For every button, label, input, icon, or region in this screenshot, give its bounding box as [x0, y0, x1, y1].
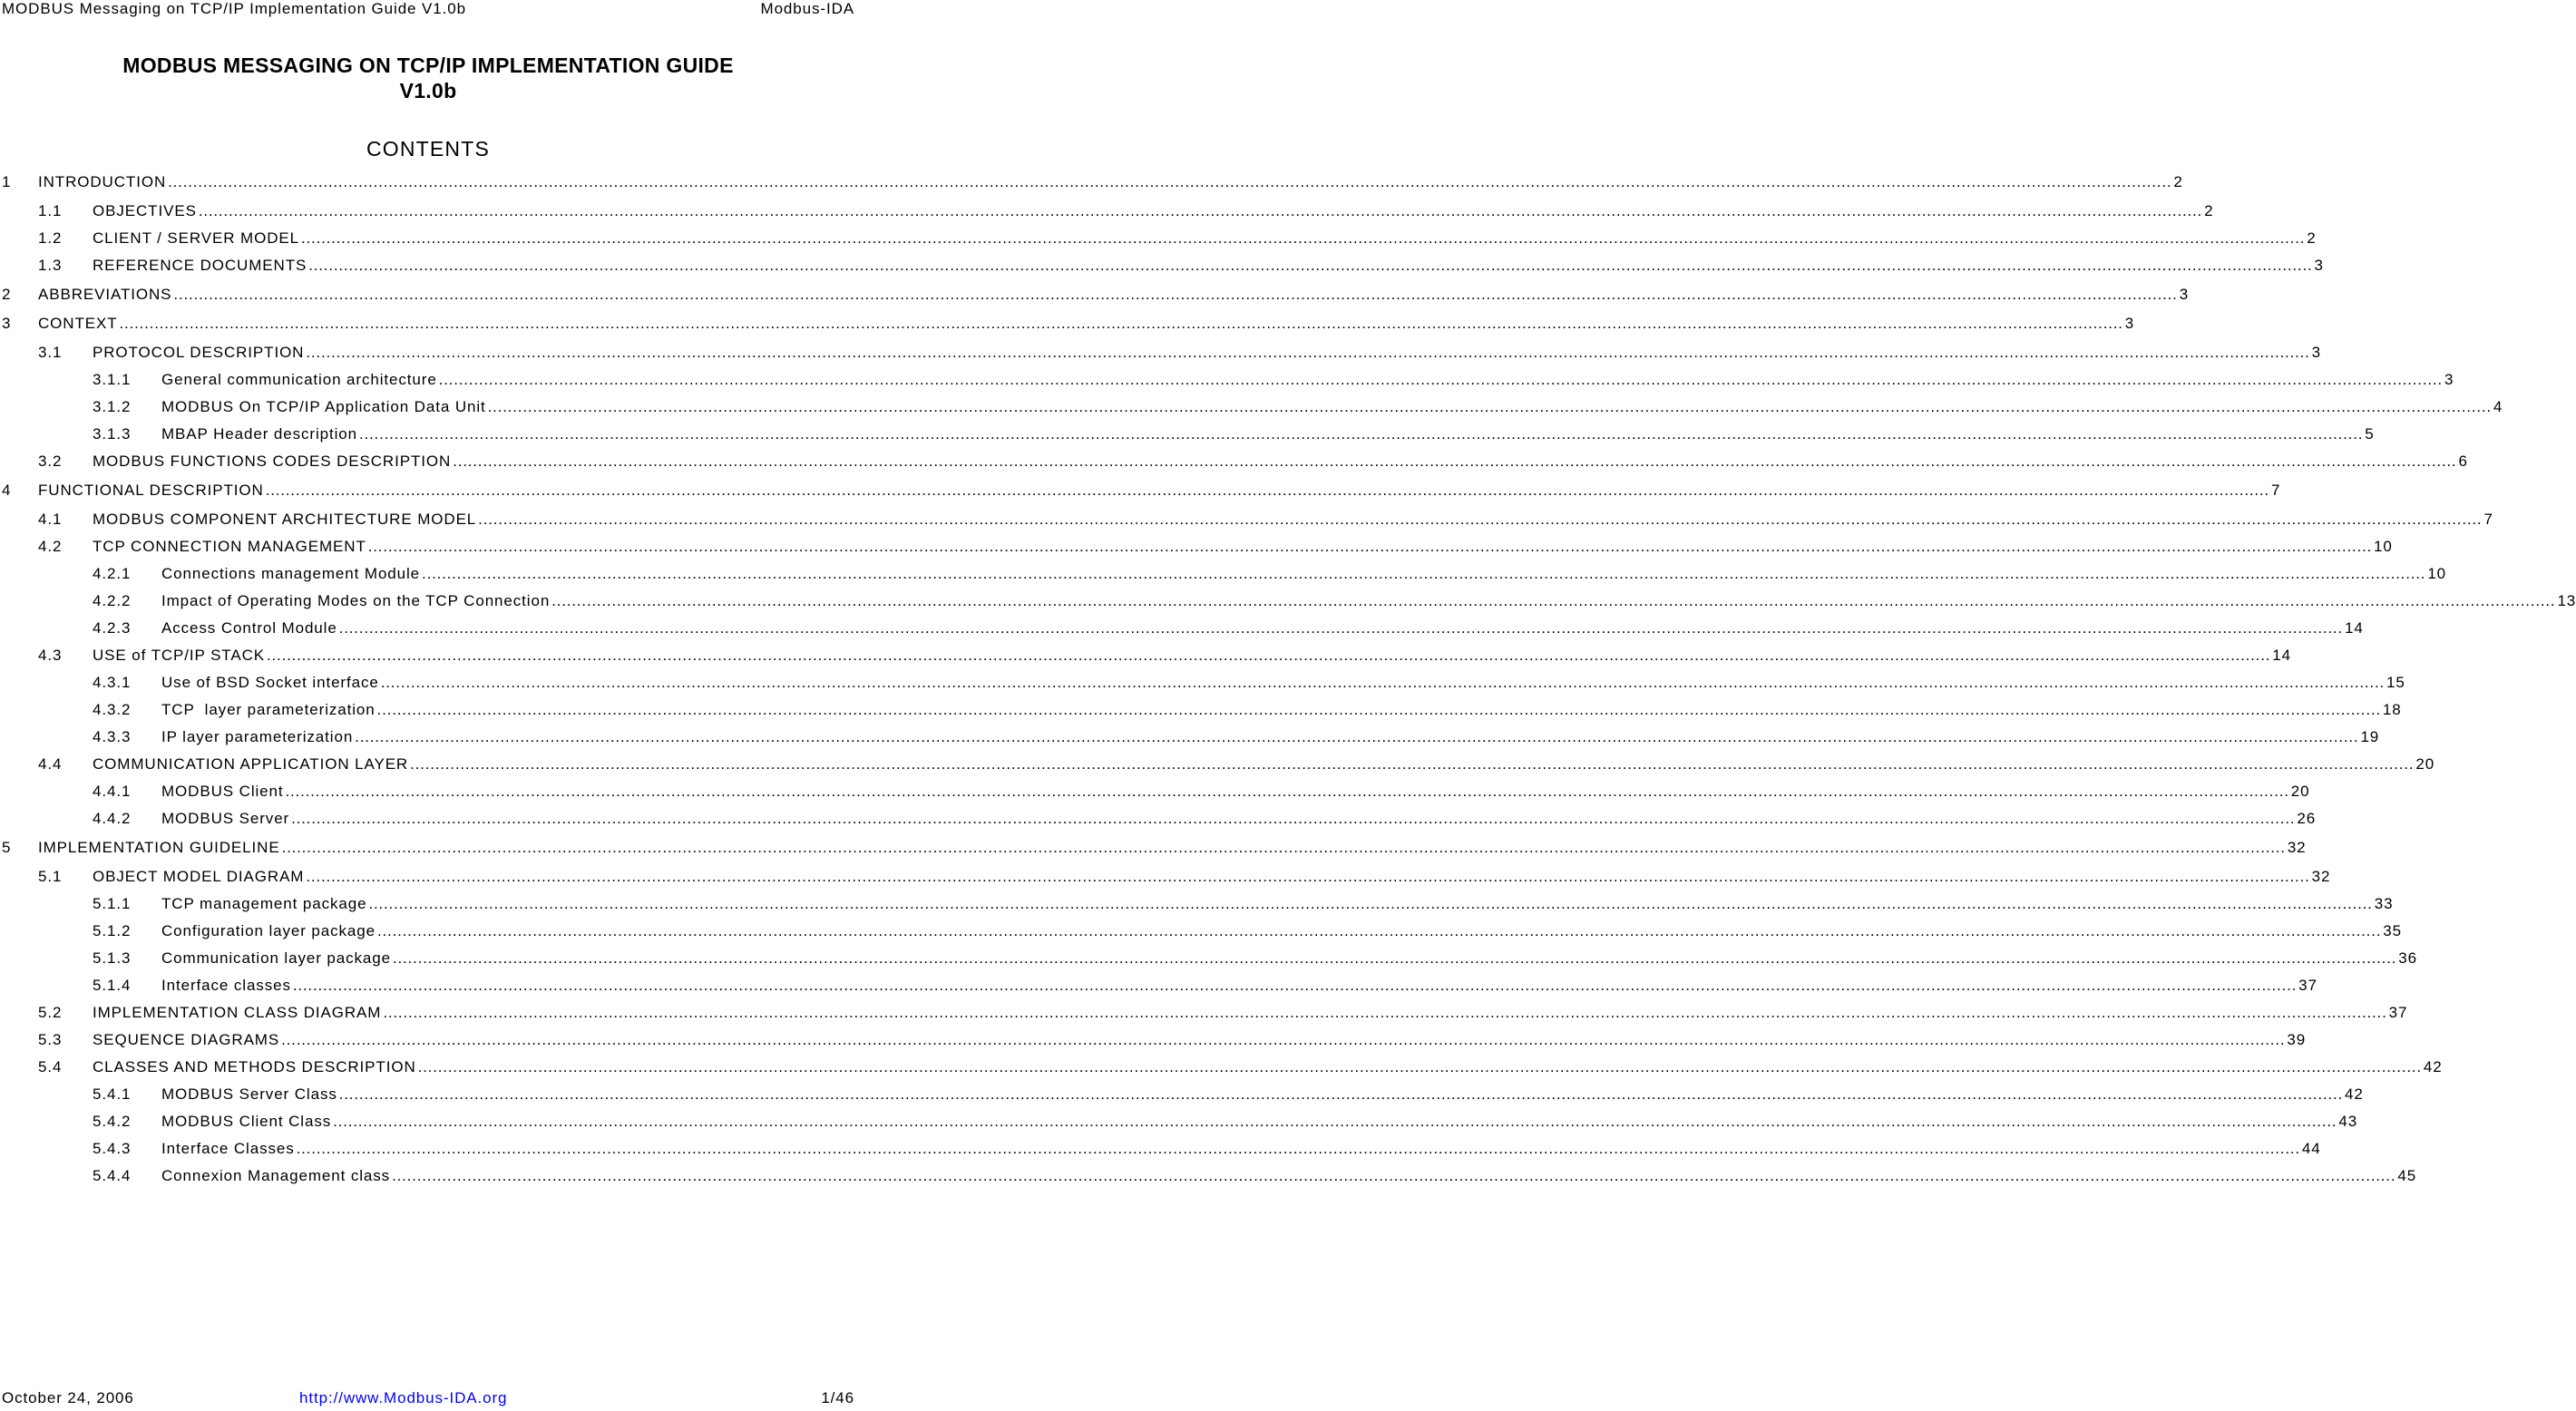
toc-entry-title: CONTEXT	[38, 313, 118, 335]
toc-dot-leader: ................................................................................................................................................................................................................................................................................................................................................................................................................	[306, 868, 2310, 885]
toc-entry-number: 4	[2, 482, 12, 499]
toc-entry-5-2[interactable]	[0, 1002, 2408, 1024]
toc-entry-number: 1.2	[38, 229, 63, 247]
toc-dot-leader: ................................................................................................................................................................................................................................................................................................................................................................................................................	[198, 202, 2203, 219]
toc-entry-4-1[interactable]	[0, 509, 2493, 530]
toc-entry-page: 37	[2298, 977, 2317, 994]
toc-entry-5-4-1[interactable]	[0, 1084, 2364, 1105]
toc-dot-leader: ................................................................................................................................................................................................................................................................................................................................................................................................................	[173, 286, 2178, 303]
toc-entry-page: 14	[2272, 647, 2291, 664]
toc-entry-title: IMPLEMENTATION GUIDELINE	[38, 837, 280, 859]
toc-entry-line	[161, 1165, 2417, 1187]
toc-entry-title: MODBUS Server	[161, 808, 289, 830]
toc-entry-number: 3	[2, 315, 12, 332]
toc-entry-line	[161, 893, 2394, 915]
toc-entry-line	[93, 1029, 2307, 1051]
toc-entry-number: 4.2.3	[93, 619, 132, 637]
toc-entry-number: 4.3.1	[93, 674, 132, 691]
toc-entry-title: Connections management Module	[161, 563, 420, 585]
toc-entry-1-3[interactable]	[0, 255, 2324, 277]
toc-entry-5-4-2[interactable]	[0, 1111, 2358, 1133]
toc-entry-2[interactable]	[0, 284, 2190, 306]
toc-dot-leader: ................................................................................................................................................................................................................................................................................................................................................................................................................	[376, 701, 2381, 718]
toc-entry-4-2[interactable]	[0, 536, 2393, 558]
toc-entry-1-2[interactable]	[0, 228, 2317, 249]
toc-entry-4-4-1[interactable]	[0, 781, 2310, 803]
toc-dot-leader: ................................................................................................................................................................................................................................................................................................................................................................................................................	[478, 511, 2483, 528]
toc-entry-line	[161, 808, 2317, 830]
toc-entry-line	[161, 726, 2380, 748]
toc-entry-number: 5.4.2	[93, 1113, 132, 1130]
toc-dot-leader: ................................................................................................................................................................................................................................................................................................................................................................................................................	[338, 619, 2343, 637]
contents-heading: CONTENTS	[366, 137, 491, 161]
toc-entry-line	[38, 837, 2307, 859]
toc-dot-leader: ................................................................................................................................................................................................................................................................................................................................................................................................................	[410, 755, 2415, 773]
toc-entry-page: 4	[2493, 398, 2503, 415]
toc-entry-4-4-2[interactable]	[0, 808, 2317, 830]
toc-entry-3-1-2[interactable]	[0, 396, 2503, 418]
toc-entry-page: 7	[2483, 511, 2493, 528]
toc-entry-page: 37	[2388, 1004, 2408, 1021]
toc-dot-leader: ................................................................................................................................................................................................................................................................................................................................................................................................................	[306, 344, 2310, 361]
toc-entry-line	[161, 975, 2317, 997]
toc-entry-page: 42	[2345, 1085, 2364, 1103]
toc-dot-leader: ................................................................................................................................................................................................................................................................................................................................................................................................................	[267, 647, 2271, 664]
toc-entry-line	[161, 1084, 2364, 1105]
toc-entry-number: 5.1	[38, 868, 63, 885]
toc-entry-number: 5.3	[38, 1031, 63, 1048]
toc-entry-line	[93, 451, 2468, 472]
toc-dot-leader: ................................................................................................................................................................................................................................................................................................................................................................................................................	[292, 977, 2298, 994]
toc-entry-title: MODBUS Client	[161, 781, 284, 803]
toc-entry-5-1-2[interactable]	[0, 920, 2402, 942]
toc-entry-3-2[interactable]	[0, 451, 2468, 472]
toc-dot-leader: ................................................................................................................................................................................................................................................................................................................................................................................................................	[301, 229, 2306, 247]
toc-entry-4-3-3[interactable]	[0, 726, 2380, 748]
toc-dot-leader: ................................................................................................................................................................................................................................................................................................................................................................................................................	[377, 922, 2382, 939]
toc-entry-title: REFERENCE DOCUMENTS	[93, 255, 307, 277]
toc-entry-number: 5.4.3	[93, 1140, 132, 1157]
header-document-title: MODBUS Messaging on TCP/IP Implementation Guide V1.0b	[2, 0, 466, 17]
toc-entry-4-2-3[interactable]	[0, 618, 2364, 639]
toc-entry-page: 45	[2397, 1167, 2417, 1184]
toc-entry-line	[161, 396, 2503, 418]
toc-entry-line	[161, 920, 2402, 942]
toc-entry-title: COMMUNICATION APPLICATION LAYER	[93, 754, 408, 775]
toc-entry-title: ABBREVIATIONS	[38, 284, 171, 306]
toc-entry-page: 3	[2124, 315, 2135, 332]
toc-entry-5-1-3[interactable]	[0, 948, 2417, 969]
toc-entry-page: 7	[2270, 482, 2281, 499]
toc-entry-number: 3.1	[38, 344, 63, 361]
toc-entry-number: 3.1.3	[93, 425, 132, 443]
toc-dot-leader: ................................................................................................................................................................................................................................................................................................................................................................................................................	[308, 257, 2313, 274]
toc-dot-leader: ................................................................................................................................................................................................................................................................................................................................................................................................................	[281, 839, 2286, 856]
toc-entry-line	[161, 672, 2405, 694]
toc-entry-page: 6	[2458, 452, 2468, 470]
toc-entry-title: FUNCTIONAL DESCRIPTION	[38, 480, 264, 501]
toc-dot-leader: ................................................................................................................................................................................................................................................................................................................................................................................................................	[291, 810, 2296, 827]
toc-entry-line	[161, 369, 2454, 391]
toc-entry-line	[161, 1111, 2358, 1133]
toc-dot-leader: ................................................................................................................................................................................................................................................................................................................................................................................................................	[168, 173, 2172, 190]
toc-dot-leader: ................................................................................................................................................................................................................................................................................................................................................................................................................	[453, 452, 2457, 470]
toc-entry-page: 32	[2287, 839, 2307, 856]
toc-dot-leader: ................................................................................................................................................................................................................................................................................................................................................................................................................	[285, 783, 2289, 800]
toc-entry-number: 5	[2, 839, 12, 856]
toc-entry-title: TCP layer parameterization	[161, 699, 376, 721]
document-title-line-1: MODBUS MESSAGING ON TCP/IP IMPLEMENTATION GUIDE	[122, 54, 734, 77]
toc-entry-number: 4.3	[38, 647, 63, 664]
toc-entry-5-4-4[interactable]	[0, 1165, 2417, 1187]
toc-entry-4-3-1[interactable]	[0, 672, 2405, 694]
toc-dot-leader: ................................................................................................................................................................................................................................................................................................................................................................................................................	[338, 1085, 2344, 1103]
toc-entry-number: 5.4	[38, 1058, 63, 1075]
toc-entry-number: 4.2.2	[93, 592, 132, 609]
toc-entry-line	[93, 866, 2331, 888]
toc-dot-leader: ................................................................................................................................................................................................................................................................................................................................................................................................................	[119, 315, 2123, 332]
toc-entry-number: 5.1.2	[93, 922, 132, 939]
toc-entry-number: 4.3.2	[93, 701, 132, 718]
toc-dot-leader: ................................................................................................................................................................................................................................................................................................................................................................................................................	[265, 482, 2269, 499]
toc-entry-3-1-1[interactable]	[0, 369, 2454, 391]
toc-entry-line	[93, 200, 2214, 222]
toc-entry-title: IP layer parameterization	[161, 726, 353, 748]
toc-entry-line	[93, 1056, 2443, 1078]
toc-entry-5-4-3[interactable]	[0, 1138, 2321, 1160]
header-organization: Modbus-IDA	[760, 0, 854, 17]
toc-entry-line	[38, 171, 2183, 193]
toc-entry-page: 5	[2365, 425, 2375, 443]
toc-entry-title: MODBUS COMPONENT ARCHITECTURE MODEL	[93, 509, 476, 530]
footer-url-link[interactable]: http://www.Modbus-IDA.org	[299, 1389, 508, 1406]
footer-date: October 24, 2006	[2, 1389, 134, 1406]
toc-entry-page: 44	[2301, 1140, 2321, 1157]
toc-entry-page: 3	[2311, 344, 2321, 361]
toc-entry-5-3[interactable]	[0, 1029, 2307, 1051]
toc-entry-3-1[interactable]	[0, 342, 2321, 364]
toc-entry-number: 5.4.1	[93, 1085, 132, 1103]
toc-entry-number: 5.4.4	[93, 1167, 132, 1184]
toc-entry-number: 3.1.1	[93, 371, 132, 388]
toc-entry-title: Communication layer package	[161, 948, 391, 969]
document-title-line-2: V1.0b	[399, 79, 457, 102]
toc-entry-number: 1.3	[38, 257, 63, 274]
toc-entry-number: 5.1.3	[93, 949, 132, 967]
toc-entry-page: 19	[2360, 728, 2380, 745]
toc-entry-page: 36	[2398, 949, 2417, 967]
toc-entry-number: 5.2	[38, 1004, 63, 1021]
toc-dot-leader: ................................................................................................................................................................................................................................................................................................................................................................................................................	[438, 371, 2443, 388]
toc-entry-line	[161, 590, 2576, 612]
toc-dot-leader: ................................................................................................................................................................................................................................................................................................................................................................................................................	[417, 1058, 2422, 1075]
toc-entry-title: General communication architecture	[161, 369, 437, 391]
toc-entry-line	[93, 228, 2317, 249]
toc-entry-title: TCP management package	[161, 893, 366, 915]
toc-entry-5[interactable]	[0, 837, 2307, 859]
toc-entry-title: INTRODUCTION	[38, 171, 166, 193]
toc-dot-leader: ................................................................................................................................................................................................................................................................................................................................................................................................................	[551, 592, 2556, 609]
toc-dot-leader: ................................................................................................................................................................................................................................................................................................................................................................................................................	[296, 1140, 2300, 1157]
toc-entry-line	[161, 618, 2364, 639]
toc-entry-title: SEQUENCE DIAGRAMS	[93, 1029, 279, 1051]
toc-entry-3[interactable]	[0, 313, 2135, 335]
toc-entry-5-1[interactable]	[0, 866, 2331, 888]
toc-entry-title: Connexion Management class	[161, 1165, 390, 1187]
toc-entry-page: 32	[2311, 868, 2331, 885]
toc-entry-page: 20	[2290, 783, 2310, 800]
toc-entry-number: 3.2	[38, 452, 63, 470]
toc-entry-page: 42	[2423, 1058, 2443, 1075]
toc-entry-page: 10	[2427, 565, 2447, 582]
toc-entry-title: OBJECTIVES	[93, 200, 197, 222]
toc-dot-leader: ................................................................................................................................................................................................................................................................................................................................................................................................................	[380, 674, 2385, 691]
toc-entry-number: 3.1.2	[93, 398, 132, 415]
toc-entry-page: 10	[2374, 538, 2393, 555]
toc-entry-page: 3	[2179, 286, 2190, 303]
toc-entry-title: MODBUS Server Class	[161, 1084, 337, 1105]
toc-entry-number: 4.4.1	[93, 783, 132, 800]
toc-dot-leader: ................................................................................................................................................................................................................................................................................................................................................................................................................	[358, 425, 2364, 443]
toc-entry-number: 5.1.1	[93, 895, 132, 912]
toc-entry-5-4[interactable]	[0, 1056, 2443, 1078]
toc-entry-number: 2	[2, 286, 12, 303]
toc-entry-line	[161, 563, 2447, 585]
toc-dot-leader: ................................................................................................................................................................................................................................................................................................................................................................................................................	[355, 728, 2359, 745]
toc-entry-title: MODBUS On TCP/IP Application Data Unit	[161, 396, 486, 418]
toc-entry-line	[38, 284, 2190, 306]
toc-entry-title: Use of BSD Socket interface	[161, 672, 379, 694]
toc-dot-leader: ................................................................................................................................................................................................................................................................................................................................................................................................................	[422, 565, 2426, 582]
toc-entry-title: MODBUS Client Class	[161, 1111, 331, 1133]
footer-page-number: 1/46	[821, 1389, 854, 1406]
toc-entry-title: Access Control Module	[161, 618, 337, 639]
toc-entry-1-1[interactable]	[0, 200, 2214, 222]
toc-entry-number: 4.2	[38, 538, 63, 555]
toc-dot-leader: ................................................................................................................................................................................................................................................................................................................................................................................................................	[333, 1113, 2337, 1130]
toc-entry-page: 20	[2415, 755, 2435, 773]
toc-entry-number: 4.1	[38, 511, 63, 528]
toc-dot-leader: ................................................................................................................................................................................................................................................................................................................................................................................................................	[392, 1167, 2396, 1184]
toc-entry-page: 3	[2314, 257, 2324, 274]
toc-entry-title: CLASSES AND METHODS DESCRIPTION	[93, 1056, 416, 1078]
toc-entry-line	[93, 645, 2291, 667]
toc-entry-line	[38, 313, 2135, 335]
toc-entry-number: 4.4.2	[93, 810, 132, 827]
toc-entry-line	[93, 754, 2435, 775]
toc-dot-leader: ................................................................................................................................................................................................................................................................................................................................................................................................................	[392, 949, 2397, 967]
toc-entry-5-1-4[interactable]	[0, 975, 2317, 997]
toc-entry-page: 43	[2338, 1113, 2358, 1130]
toc-entry-title: MBAP Header description	[161, 423, 357, 445]
toc-entry-number: 4.2.1	[93, 565, 132, 582]
toc-entry-number: 4.4	[38, 755, 63, 773]
toc-entry-title: PROTOCOL DESCRIPTION	[93, 342, 304, 364]
toc-entry-page: 15	[2386, 674, 2405, 691]
toc-entry-page: 2	[2307, 229, 2317, 247]
toc-entry-4-2-2[interactable]	[0, 590, 2576, 612]
toc-entry-title: CLIENT / SERVER MODEL	[93, 228, 299, 249]
page-footer	[0, 1389, 856, 1409]
toc-dot-leader: ................................................................................................................................................................................................................................................................................................................................................................................................................	[383, 1004, 2387, 1021]
toc-entry-title: IMPLEMENTATION CLASS DIAGRAM	[93, 1002, 381, 1024]
toc-dot-leader: ................................................................................................................................................................................................................................................................................................................................................................................................................	[367, 538, 2373, 555]
toc-entry-line	[93, 509, 2493, 530]
toc-entry-4-4[interactable]	[0, 754, 2435, 775]
document-title	[0, 53, 856, 103]
toc-entry-page: 33	[2374, 895, 2394, 912]
toc-entry-page: 18	[2382, 701, 2402, 718]
toc-entry-page: 3	[2444, 371, 2454, 388]
toc-entry-title: USE of TCP/IP STACK	[93, 645, 265, 667]
toc-entry-number: 1	[2, 173, 12, 190]
toc-entry-line	[161, 699, 2402, 721]
toc-entry-line	[93, 1002, 2408, 1024]
toc-entry-page: 14	[2344, 619, 2364, 637]
toc-entry-4-3-2[interactable]	[0, 699, 2402, 721]
toc-entry-line	[161, 1138, 2321, 1160]
toc-entry-title: OBJECT MODEL DIAGRAM	[93, 866, 304, 888]
toc-entry-line	[38, 480, 2281, 501]
toc-entry-title: Interface Classes	[161, 1138, 295, 1160]
toc-entry-title: Interface classes	[161, 975, 291, 997]
toc-entry-number: 5.1.4	[93, 977, 132, 994]
toc-entry-line	[93, 536, 2393, 558]
toc-entry-title: TCP CONNECTION MANAGEMENT	[93, 536, 366, 558]
toc-entry-line	[93, 255, 2324, 277]
toc-entry-line	[161, 948, 2417, 969]
page-header	[0, 0, 856, 20]
toc-entry-page: 35	[2383, 922, 2402, 939]
toc-entry-line	[161, 781, 2310, 803]
toc-entry-4-3[interactable]	[0, 645, 2291, 667]
toc-entry-page: 13	[2557, 592, 2576, 609]
toc-entry-line	[93, 342, 2321, 364]
toc-entry-line	[161, 423, 2375, 445]
toc-dot-leader: ................................................................................................................................................................................................................................................................................................................................................................................................................	[368, 895, 2373, 912]
toc-entry-title: MODBUS FUNCTIONS CODES DESCRIPTION	[93, 451, 451, 472]
toc-entry-4-2-1[interactable]	[0, 563, 2447, 585]
toc-entry-5-1-1[interactable]	[0, 893, 2394, 915]
toc-entry-3-1-3[interactable]	[0, 423, 2375, 445]
toc-entry-title: Impact of Operating Modes on the TCP Connection	[161, 590, 550, 612]
toc-entry-page: 39	[2287, 1031, 2307, 1048]
toc-entry-page: 26	[2297, 810, 2317, 827]
toc-entry-1[interactable]	[0, 171, 2183, 193]
toc-entry-4[interactable]	[0, 480, 2281, 501]
toc-entry-title: Configuration layer package	[161, 920, 376, 942]
toc-dot-leader: ................................................................................................................................................................................................................................................................................................................................................................................................................	[281, 1031, 2286, 1048]
toc-entry-number: 1.1	[38, 202, 63, 219]
toc-entry-number: 4.3.3	[93, 728, 132, 745]
toc-dot-leader: ................................................................................................................................................................................................................................................................................................................................................................................................................	[487, 398, 2492, 415]
toc-entry-page: 2	[2204, 202, 2214, 219]
toc-entry-page: 2	[2173, 173, 2183, 190]
